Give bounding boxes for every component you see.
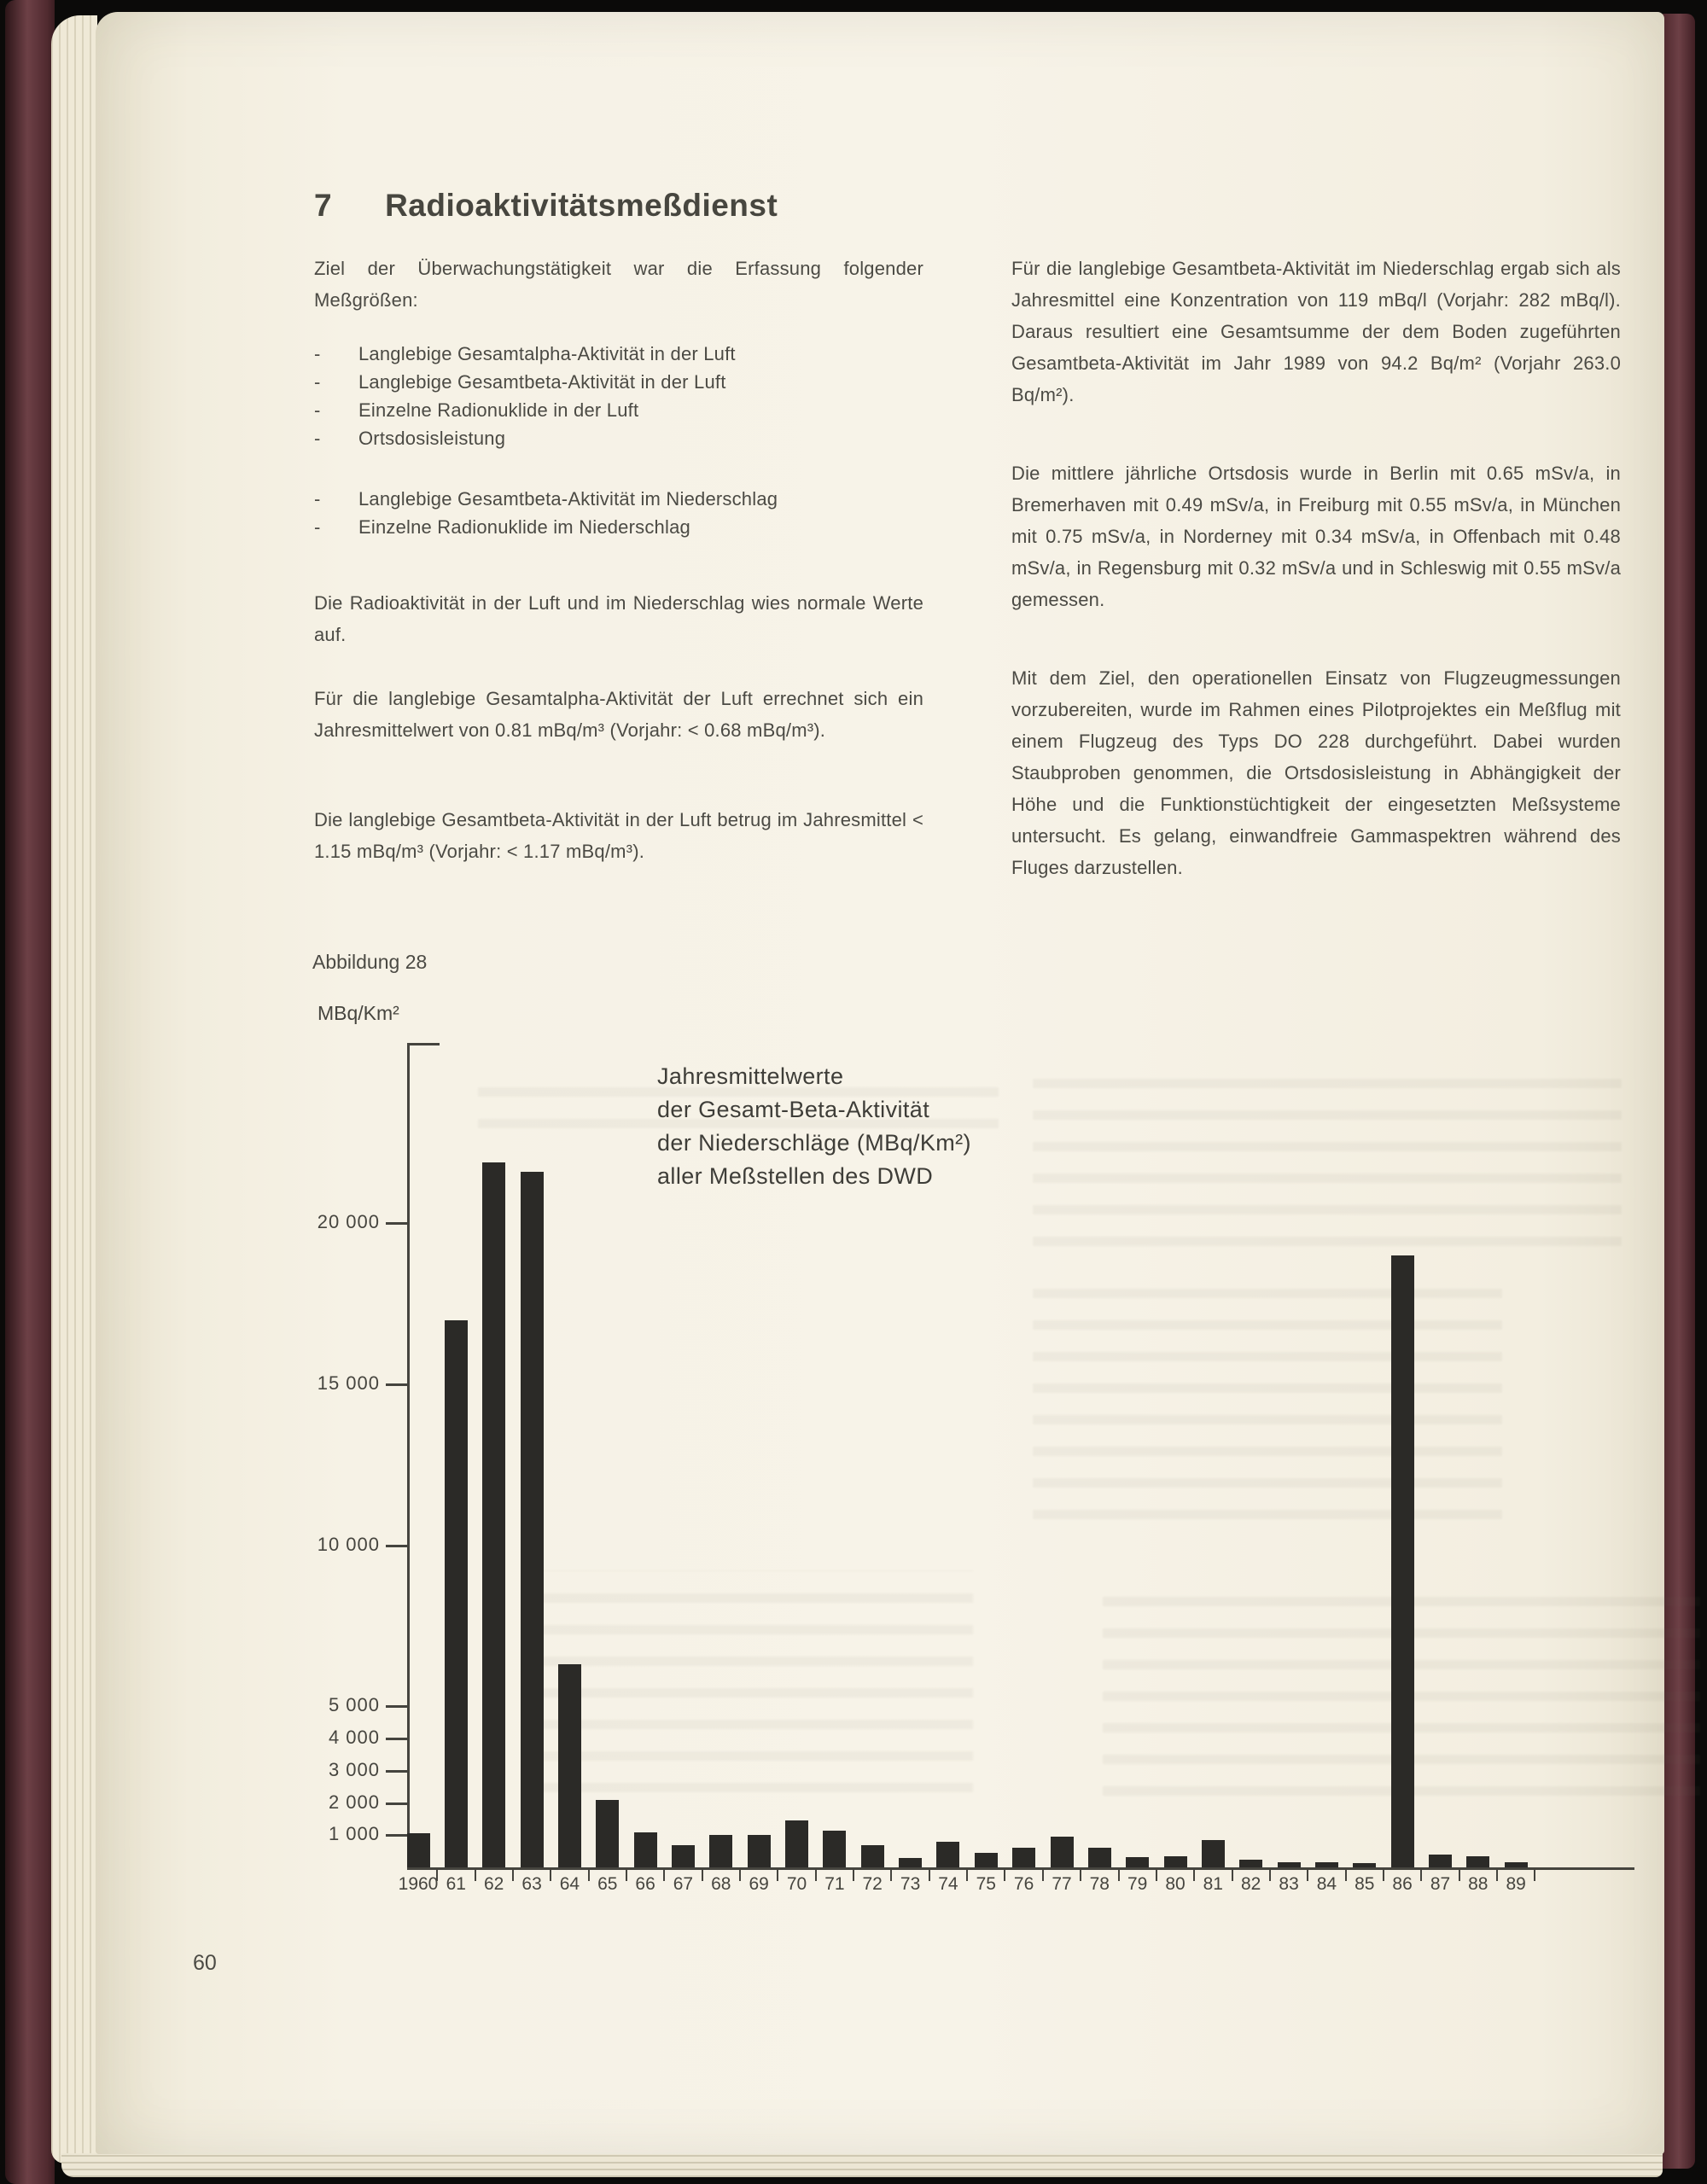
x-axis-tick-label: 62: [484, 1874, 504, 1894]
list-item: [314, 368, 923, 396]
bar: [407, 1833, 430, 1867]
page: [96, 12, 1664, 2154]
paragraph-beta-precipitation: Für die langlebige Gesamtbeta-Aktivität im Niederschlag ergab sich als Jahresmittel eine Konzentration von 119 mBq/l (Vorjahr: 282 mBq/l). Daraus resultiert eine Gesamtsumme der dem Boden zugeführten Gesamtbeta-Aktivität im Jahr 1989 von 94.2 Bq/m² (Vorjahr 263.0 Bq/m²).: [1011, 258, 1621, 405]
page-number: 60: [193, 1951, 217, 1975]
y-axis-tick-label: 10 000: [317, 1533, 380, 1555]
x-axis-tick-label: 76: [1013, 1874, 1034, 1894]
bar: [899, 1858, 922, 1867]
x-axis-tick-label: 79: [1127, 1874, 1148, 1894]
list-item: [314, 513, 923, 541]
dash: -: [314, 516, 321, 538]
chart-title-line: der Niederschläge (MBq/Km²): [657, 1130, 971, 1156]
paragraph-ortsdosis: Die mittlere jährliche Ortsdosis wurde in Berlin mit 0.65 mSv/a, in Bremerhaven mit 0.49 mSv/a, in Freiburg mit 0.55 mSv/a, in München mit 0.75 mSv/a, in Norderney mit 0.34 mSv/a, in Offenbach mit 0.48 mSv/a, in Regensburg mit 0.32 mSv/a und in Schleswig mit 0.55 mSv/a gemessen.: [1011, 463, 1621, 610]
y-axis-tick: [386, 1834, 407, 1837]
x-axis-tick-label: 71: [824, 1874, 845, 1894]
x-axis-tick-label: 83: [1279, 1874, 1299, 1894]
y-axis-tick: [386, 1738, 407, 1740]
y-axis-tick-label: 5 000: [328, 1694, 380, 1716]
y-axis-tick-label: 3 000: [328, 1758, 380, 1780]
bar: [709, 1835, 732, 1867]
bar: [1164, 1856, 1187, 1867]
paragraph-messflug: Mit dem Ziel, den operationellen Einsatz von Flugzeugmessungen vorzubereiten, wurde im Rahmen eines Pilotprojektes ein Meßflug mit einem Flugzeug des Typs DO 228 durchgeführt. Dabei wurden Staubproben genommen, die Ortsdosisleistung in Abhängigkeit der Höhe und die Funktionstüchtigkeit der eingesetzten Meßsysteme untersucht. Es gelang, einwandfreie Gammaspektren während des Fluges darzustellen.: [1011, 667, 1621, 878]
y-axis-tick-label: 4 000: [328, 1727, 380, 1749]
list-item-label: Einzelne Radionuklide in der Luft: [358, 399, 639, 421]
x-axis-tick-label: 89: [1506, 1874, 1526, 1894]
x-axis-tick-label: 1960: [398, 1874, 439, 1894]
bar: [1088, 1848, 1111, 1867]
dash: -: [314, 371, 321, 393]
y-axis-tick-label: 2 000: [328, 1791, 380, 1813]
bar: [823, 1831, 846, 1867]
x-axis-tick-label: 74: [938, 1874, 958, 1894]
x-axis-tick-label: 81: [1203, 1874, 1223, 1894]
bullet-list-b: [314, 485, 923, 541]
bar: [558, 1664, 581, 1867]
bar: [596, 1800, 619, 1867]
bar: [672, 1845, 695, 1867]
x-axis-tick-label: 70: [786, 1874, 807, 1894]
x-axis-tick-label: 61: [446, 1874, 466, 1894]
y-axis-tick-label: 1 000: [328, 1823, 380, 1845]
page-edge-stack-left: [51, 15, 97, 2164]
list-item-label: Langlebige Gesamtbeta-Aktivität im Niederschlag: [358, 488, 778, 510]
dash: -: [314, 428, 321, 449]
y-axis-tick-label: 20 000: [317, 1211, 380, 1233]
dash: -: [314, 399, 321, 421]
bar: [785, 1820, 808, 1867]
list-item: [314, 424, 923, 452]
bar: [1429, 1855, 1452, 1867]
paragraph-alpha-activity: Für die langlebige Gesamtalpha-Aktivität der Luft errechnet sich ein Jahresmittelwert von 0.81 mBq/m³ (Vorjahr: < 0.68 mBq/m³).: [314, 688, 923, 741]
y-axis-tick: [386, 1545, 407, 1547]
y-axis-line: [407, 1043, 410, 1869]
list-item-label: Ortsdosisleistung: [358, 428, 506, 449]
x-axis-tick-label: 66: [635, 1874, 655, 1894]
list-item-label: Langlebige Gesamtbeta-Aktivität in der Luft: [358, 371, 726, 393]
chart-title-line: Jahresmittelwerte: [657, 1063, 844, 1089]
x-axis-tick-label: 63: [521, 1874, 542, 1894]
y-axis-unit-label: MBq/Km²: [318, 1002, 399, 1024]
list-item: [314, 340, 923, 368]
x-axis-tick-label: 67: [673, 1874, 694, 1894]
bar: [634, 1832, 657, 1867]
x-axis-tick-label: 78: [1089, 1874, 1110, 1894]
x-axis-tick-label: 64: [559, 1874, 580, 1894]
dash: -: [314, 488, 321, 510]
bar: [1315, 1862, 1338, 1867]
list-item-label: Einzelne Radionuklide im Niederschlag: [358, 516, 690, 538]
bar: [975, 1853, 998, 1867]
x-axis-tick-label: 85: [1355, 1874, 1375, 1894]
bar: [936, 1842, 959, 1867]
section-heading: [314, 188, 778, 224]
figure-caption: Abbildung 28: [312, 951, 428, 973]
chart-title-line: aller Meßstellen des DWD: [657, 1163, 934, 1189]
y-axis-tick: [386, 1803, 407, 1805]
bar: [1466, 1856, 1489, 1867]
paragraph-beta-activity-air: Die langlebige Gesamtbeta-Aktivität in der Luft betrug im Jahresmittel < 1.15 mBq/m³ (Vorjahr: < 1.17 mBq/m³).: [314, 809, 923, 862]
y-axis-tick: [386, 1770, 407, 1773]
x-axis-tick-label: 87: [1430, 1874, 1451, 1894]
y-axis-tick: [386, 1383, 407, 1386]
section-title: Radioaktivitätsmeßdienst: [385, 188, 778, 223]
x-axis-tick-label: 84: [1316, 1874, 1337, 1894]
x-axis-line: [407, 1867, 1634, 1870]
x-axis-tick-label: 86: [1392, 1874, 1413, 1894]
x-axis-tick-label: 72: [862, 1874, 883, 1894]
bar: [1353, 1863, 1376, 1867]
section-number: 7: [314, 188, 333, 223]
bar: [1051, 1837, 1074, 1867]
bar: [1278, 1862, 1301, 1867]
x-axis-tick-label: 75: [976, 1874, 996, 1894]
chart-title: [657, 1060, 971, 1193]
bar: [1239, 1860, 1262, 1867]
y-axis-tick-label: 15 000: [317, 1372, 380, 1394]
intro-paragraph: Ziel der Überwachungstätigkeit war die Erfassung folgender Meßgrößen:: [314, 258, 923, 311]
list-item: [314, 485, 923, 513]
book-spine: [5, 0, 55, 2184]
bar-chart: [256, 1002, 1690, 1937]
bar: [1505, 1862, 1528, 1867]
y-axis-tick: [386, 1705, 407, 1708]
x-axis-tick-label: 88: [1468, 1874, 1489, 1894]
bar: [748, 1835, 771, 1867]
x-axis-tick-label: 82: [1241, 1874, 1261, 1894]
bar: [1126, 1857, 1149, 1867]
bar: [445, 1320, 468, 1868]
list-item-label: Langlebige Gesamtalpha-Aktivität in der Luft: [358, 343, 736, 364]
chart-title-line: der Gesamt-Beta-Aktivität: [657, 1097, 930, 1122]
bullet-list-a: [314, 340, 923, 452]
y-axis-tick: [386, 1222, 407, 1225]
bar: [1202, 1840, 1225, 1867]
x-axis-tick-label: 77: [1052, 1874, 1072, 1894]
y-axis-top-tick: [407, 1043, 440, 1045]
paragraph-normal-values: Die Radioaktivität in der Luft und im Niederschlag wies normale Werte auf.: [314, 592, 923, 645]
bar: [1391, 1255, 1414, 1867]
x-axis-tick-label: 69: [749, 1874, 769, 1894]
dash: -: [314, 343, 321, 364]
page-edge-stack-bottom: [61, 2153, 1663, 2177]
list-item: [314, 396, 923, 424]
bar: [521, 1172, 544, 1867]
bar: [482, 1162, 505, 1867]
bar: [1012, 1848, 1035, 1867]
bar: [861, 1845, 884, 1867]
x-axis-tick-label: 80: [1165, 1874, 1186, 1894]
x-axis-tick-label: 65: [597, 1874, 618, 1894]
x-axis-tick-label: 68: [711, 1874, 731, 1894]
x-axis-tick-label: 73: [900, 1874, 921, 1894]
